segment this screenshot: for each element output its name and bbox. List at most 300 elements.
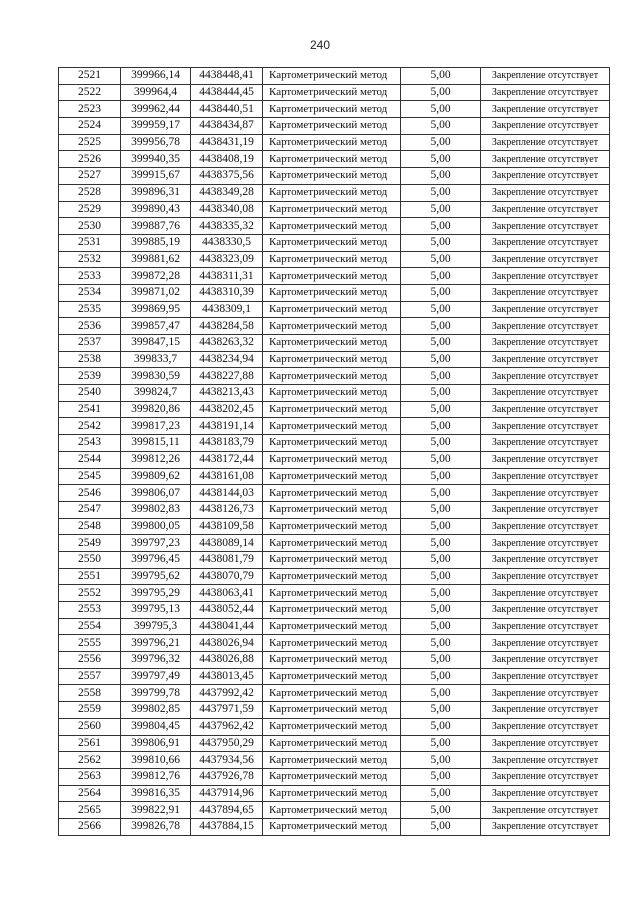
error-cell: 5,00: [401, 818, 481, 835]
table-row: [59, 802, 610, 819]
point-number-cell: 2538: [59, 351, 121, 368]
fixation-note-cell: Закрепление отсутствует: [481, 335, 610, 352]
fixation-note-cell: Закрепление отсутствует: [481, 635, 610, 652]
x-coordinate-cell: 399797,49: [121, 668, 191, 685]
method-cell: Картометрический метод: [263, 151, 401, 168]
point-number-cell: 2532: [59, 251, 121, 268]
fixation-note-cell: Закрепление отсутствует: [481, 602, 610, 619]
method-cell: Картометрический метод: [263, 818, 401, 835]
point-number-cell: 2550: [59, 551, 121, 568]
y-coordinate-cell: 4438026,94: [191, 635, 263, 652]
table-row: [59, 718, 610, 735]
method-cell: Картометрический метод: [263, 318, 401, 335]
table-row: [59, 485, 610, 502]
x-coordinate-cell: 399795,62: [121, 568, 191, 585]
point-number-cell: 2566: [59, 818, 121, 835]
table-row: [59, 618, 610, 635]
y-coordinate-cell: 4438311,31: [191, 268, 263, 285]
y-coordinate-cell: 4438191,14: [191, 418, 263, 435]
coordinates-table: [58, 67, 610, 836]
table-row: [59, 418, 610, 435]
point-number-cell: 2542: [59, 418, 121, 435]
error-cell: 5,00: [401, 301, 481, 318]
table-row: [59, 318, 610, 335]
error-cell: 5,00: [401, 234, 481, 251]
fixation-note-cell: Закрепление отсутствует: [481, 435, 610, 452]
x-coordinate-cell: 399796,21: [121, 635, 191, 652]
point-number-cell: 2551: [59, 568, 121, 585]
x-coordinate-cell: 399871,02: [121, 284, 191, 301]
fixation-note-cell: Закрепление отсутствует: [481, 118, 610, 135]
point-number-cell: 2556: [59, 652, 121, 669]
point-number-cell: 2522: [59, 84, 121, 101]
error-cell: 5,00: [401, 318, 481, 335]
y-coordinate-cell: 4438335,32: [191, 218, 263, 235]
method-cell: Картометрический метод: [263, 168, 401, 185]
point-number-cell: 2523: [59, 101, 121, 118]
fixation-note-cell: Закрепление отсутствует: [481, 585, 610, 602]
fixation-note-cell: Закрепление отсутствует: [481, 368, 610, 385]
fixation-note-cell: Закрепление отсутствует: [481, 168, 610, 185]
point-number-cell: 2530: [59, 218, 121, 235]
y-coordinate-cell: 4437962,42: [191, 718, 263, 735]
y-coordinate-cell: 4438052,44: [191, 602, 263, 619]
fixation-note-cell: Закрепление отсутствует: [481, 418, 610, 435]
y-coordinate-cell: 4438434,87: [191, 118, 263, 135]
fixation-note-cell: Закрепление отсутствует: [481, 768, 610, 785]
x-coordinate-cell: 399812,76: [121, 768, 191, 785]
fixation-note-cell: Закрепление отсутствует: [481, 668, 610, 685]
error-cell: 5,00: [401, 84, 481, 101]
point-number-cell: 2533: [59, 268, 121, 285]
x-coordinate-cell: 399795,29: [121, 585, 191, 602]
x-coordinate-cell: 399802,83: [121, 501, 191, 518]
fixation-note-cell: Закрепление отсутствует: [481, 401, 610, 418]
point-number-cell: 2557: [59, 668, 121, 685]
y-coordinate-cell: 4438375,56: [191, 168, 263, 185]
method-cell: Картометрический метод: [263, 785, 401, 802]
point-number-cell: 2555: [59, 635, 121, 652]
method-cell: Картометрический метод: [263, 768, 401, 785]
x-coordinate-cell: 399857,47: [121, 318, 191, 335]
point-number-cell: 2554: [59, 618, 121, 635]
table-row: [59, 101, 610, 118]
x-coordinate-cell: 399887,76: [121, 218, 191, 235]
point-number-cell: 2560: [59, 718, 121, 735]
method-cell: Картометрический метод: [263, 268, 401, 285]
method-cell: Картометрический метод: [263, 551, 401, 568]
method-cell: Картометрический метод: [263, 468, 401, 485]
y-coordinate-cell: 4437914,96: [191, 785, 263, 802]
x-coordinate-cell: 399869,95: [121, 301, 191, 318]
x-coordinate-cell: 399815,11: [121, 435, 191, 452]
fixation-note-cell: Закрепление отсутствует: [481, 84, 610, 101]
table-row: [59, 284, 610, 301]
point-number-cell: 2548: [59, 518, 121, 535]
fixation-note-cell: Закрепление отсутствует: [481, 234, 610, 251]
error-cell: 5,00: [401, 618, 481, 635]
error-cell: 5,00: [401, 518, 481, 535]
y-coordinate-cell: 4438161,08: [191, 468, 263, 485]
point-number-cell: 2559: [59, 702, 121, 719]
fixation-note-cell: Закрепление отсутствует: [481, 351, 610, 368]
point-number-cell: 2553: [59, 602, 121, 619]
method-cell: Картометрический метод: [263, 184, 401, 201]
y-coordinate-cell: 4438089,14: [191, 535, 263, 552]
x-coordinate-cell: 399804,45: [121, 718, 191, 735]
fixation-note-cell: Закрепление отсутствует: [481, 735, 610, 752]
method-cell: Картометрический метод: [263, 118, 401, 135]
fixation-note-cell: Закрепление отсутствует: [481, 702, 610, 719]
table-row: [59, 535, 610, 552]
table-row: [59, 735, 610, 752]
fixation-note-cell: Закрепление отсутствует: [481, 718, 610, 735]
table-row: [59, 668, 610, 685]
fixation-note-cell: Закрепление отсутствует: [481, 385, 610, 402]
point-number-cell: 2534: [59, 284, 121, 301]
x-coordinate-cell: 399806,07: [121, 485, 191, 502]
fixation-note-cell: Закрепление отсутствует: [481, 251, 610, 268]
error-cell: 5,00: [401, 385, 481, 402]
error-cell: 5,00: [401, 368, 481, 385]
x-coordinate-cell: 399806,91: [121, 735, 191, 752]
y-coordinate-cell: 4438081,79: [191, 551, 263, 568]
method-cell: Картометрический метод: [263, 101, 401, 118]
error-cell: 5,00: [401, 418, 481, 435]
table-row: [59, 335, 610, 352]
error-cell: 5,00: [401, 268, 481, 285]
y-coordinate-cell: 4437926,78: [191, 768, 263, 785]
y-coordinate-cell: 4438431,19: [191, 134, 263, 151]
method-cell: Картометрический метод: [263, 201, 401, 218]
y-coordinate-cell: 4438013,45: [191, 668, 263, 685]
x-coordinate-cell: 399890,43: [121, 201, 191, 218]
y-coordinate-cell: 4438172,44: [191, 451, 263, 468]
table-row: [59, 818, 610, 835]
fixation-note-cell: Закрепление отсутствует: [481, 535, 610, 552]
method-cell: Картометрический метод: [263, 84, 401, 101]
table-row: [59, 551, 610, 568]
method-cell: Картометрический метод: [263, 351, 401, 368]
method-cell: Картометрический метод: [263, 585, 401, 602]
table-row: [59, 635, 610, 652]
error-cell: 5,00: [401, 351, 481, 368]
fixation-note-cell: Закрепление отсутствует: [481, 468, 610, 485]
error-cell: 5,00: [401, 451, 481, 468]
point-number-cell: 2558: [59, 685, 121, 702]
error-cell: 5,00: [401, 335, 481, 352]
error-cell: 5,00: [401, 752, 481, 769]
method-cell: Картометрический метод: [263, 134, 401, 151]
x-coordinate-cell: 399964,4: [121, 84, 191, 101]
x-coordinate-cell: 399896,31: [121, 184, 191, 201]
y-coordinate-cell: 4438349,28: [191, 184, 263, 201]
y-coordinate-cell: 4438041,44: [191, 618, 263, 635]
y-coordinate-cell: 4437894,65: [191, 802, 263, 819]
table-row: [59, 568, 610, 585]
error-cell: 5,00: [401, 501, 481, 518]
method-cell: Картометрический метод: [263, 485, 401, 502]
point-number-cell: 2527: [59, 168, 121, 185]
y-coordinate-cell: 4438310,39: [191, 284, 263, 301]
method-cell: Картометрический метод: [263, 702, 401, 719]
fixation-note-cell: Закрепление отсутствует: [481, 685, 610, 702]
y-coordinate-cell: 4438284,58: [191, 318, 263, 335]
table-row: [59, 768, 610, 785]
error-cell: 5,00: [401, 151, 481, 168]
point-number-cell: 2543: [59, 435, 121, 452]
y-coordinate-cell: 4438340,08: [191, 201, 263, 218]
fixation-note-cell: Закрепление отсутствует: [481, 785, 610, 802]
table-row: [59, 401, 610, 418]
table-row: [59, 702, 610, 719]
x-coordinate-cell: 399826,78: [121, 818, 191, 835]
error-cell: 5,00: [401, 485, 481, 502]
method-cell: Картометрический метод: [263, 68, 401, 85]
error-cell: 5,00: [401, 785, 481, 802]
point-number-cell: 2565: [59, 802, 121, 819]
x-coordinate-cell: 399796,45: [121, 551, 191, 568]
x-coordinate-cell: 399822,91: [121, 802, 191, 819]
error-cell: 5,00: [401, 735, 481, 752]
table-row: [59, 752, 610, 769]
y-coordinate-cell: 4438026,88: [191, 652, 263, 669]
x-coordinate-cell: 399915,67: [121, 168, 191, 185]
x-coordinate-cell: 399809,62: [121, 468, 191, 485]
fixation-note-cell: Закрепление отсутствует: [481, 284, 610, 301]
y-coordinate-cell: 4438202,45: [191, 401, 263, 418]
method-cell: Картометрический метод: [263, 618, 401, 635]
point-number-cell: 2564: [59, 785, 121, 802]
table-row: [59, 685, 610, 702]
x-coordinate-cell: 399800,05: [121, 518, 191, 535]
error-cell: 5,00: [401, 201, 481, 218]
point-number-cell: 2536: [59, 318, 121, 335]
point-number-cell: 2544: [59, 451, 121, 468]
point-number-cell: 2545: [59, 468, 121, 485]
point-number-cell: 2541: [59, 401, 121, 418]
x-coordinate-cell: 399833,7: [121, 351, 191, 368]
point-number-cell: 2531: [59, 234, 121, 251]
error-cell: 5,00: [401, 602, 481, 619]
error-cell: 5,00: [401, 652, 481, 669]
x-coordinate-cell: 399962,44: [121, 101, 191, 118]
fixation-note-cell: Закрепление отсутствует: [481, 618, 610, 635]
table-row: [59, 602, 610, 619]
fixation-note-cell: Закрепление отсутствует: [481, 184, 610, 201]
method-cell: Картометрический метод: [263, 284, 401, 301]
fixation-note-cell: Закрепление отсутствует: [481, 501, 610, 518]
x-coordinate-cell: 399810,66: [121, 752, 191, 769]
table-row: [59, 652, 610, 669]
fixation-note-cell: Закрепление отсутствует: [481, 568, 610, 585]
table-row: [59, 451, 610, 468]
error-cell: 5,00: [401, 284, 481, 301]
table-row: [59, 268, 610, 285]
table-row: [59, 351, 610, 368]
method-cell: Картометрический метод: [263, 685, 401, 702]
point-number-cell: 2561: [59, 735, 121, 752]
x-coordinate-cell: 399820,86: [121, 401, 191, 418]
error-cell: 5,00: [401, 702, 481, 719]
error-cell: 5,00: [401, 802, 481, 819]
method-cell: Картометрический метод: [263, 602, 401, 619]
y-coordinate-cell: 4438213,43: [191, 385, 263, 402]
table-row: [59, 301, 610, 318]
y-coordinate-cell: 4438263,32: [191, 335, 263, 352]
y-coordinate-cell: 4438408,19: [191, 151, 263, 168]
y-coordinate-cell: 4437884,15: [191, 818, 263, 835]
error-cell: 5,00: [401, 118, 481, 135]
x-coordinate-cell: 399885,19: [121, 234, 191, 251]
table-row: [59, 68, 610, 85]
x-coordinate-cell: 399940,35: [121, 151, 191, 168]
fixation-note-cell: Закрепление отсутствует: [481, 151, 610, 168]
y-coordinate-cell: 4438070,79: [191, 568, 263, 585]
y-coordinate-cell: 4438183,79: [191, 435, 263, 452]
y-coordinate-cell: 4438330,5: [191, 234, 263, 251]
point-number-cell: 2552: [59, 585, 121, 602]
error-cell: 5,00: [401, 685, 481, 702]
error-cell: 5,00: [401, 535, 481, 552]
table-row: [59, 201, 610, 218]
fixation-note-cell: Закрепление отсутствует: [481, 268, 610, 285]
page-number: 240: [309, 38, 331, 52]
point-number-cell: 2563: [59, 768, 121, 785]
error-cell: 5,00: [401, 68, 481, 85]
x-coordinate-cell: 399796,32: [121, 652, 191, 669]
error-cell: 5,00: [401, 768, 481, 785]
table-row: [59, 84, 610, 101]
error-cell: 5,00: [401, 218, 481, 235]
fixation-note-cell: Закрепление отсутствует: [481, 68, 610, 85]
x-coordinate-cell: 399795,13: [121, 602, 191, 619]
table-row: [59, 118, 610, 135]
point-number-cell: 2526: [59, 151, 121, 168]
fixation-note-cell: Закрепление отсутствует: [481, 485, 610, 502]
y-coordinate-cell: 4438144,03: [191, 485, 263, 502]
method-cell: Картометрический метод: [263, 435, 401, 452]
point-number-cell: 2529: [59, 201, 121, 218]
table-row: [59, 151, 610, 168]
table-row: [59, 468, 610, 485]
x-coordinate-cell: 399824,7: [121, 385, 191, 402]
method-cell: Картометрический метод: [263, 635, 401, 652]
method-cell: Картометрический метод: [263, 301, 401, 318]
error-cell: 5,00: [401, 401, 481, 418]
error-cell: 5,00: [401, 635, 481, 652]
y-coordinate-cell: 4438448,41: [191, 68, 263, 85]
error-cell: 5,00: [401, 134, 481, 151]
point-number-cell: 2540: [59, 385, 121, 402]
y-coordinate-cell: 4438109,58: [191, 518, 263, 535]
x-coordinate-cell: 399817,23: [121, 418, 191, 435]
fixation-note-cell: Закрепление отсутствует: [481, 101, 610, 118]
x-coordinate-cell: 399802,85: [121, 702, 191, 719]
error-cell: 5,00: [401, 468, 481, 485]
error-cell: 5,00: [401, 184, 481, 201]
table-row: [59, 785, 610, 802]
point-number-cell: 2521: [59, 68, 121, 85]
point-number-cell: 2562: [59, 752, 121, 769]
error-cell: 5,00: [401, 668, 481, 685]
table-row: [59, 368, 610, 385]
x-coordinate-cell: 399797,23: [121, 535, 191, 552]
x-coordinate-cell: 399959,17: [121, 118, 191, 135]
error-cell: 5,00: [401, 585, 481, 602]
x-coordinate-cell: 399872,28: [121, 268, 191, 285]
x-coordinate-cell: 399816,35: [121, 785, 191, 802]
point-number-cell: 2539: [59, 368, 121, 385]
fixation-note-cell: Закрепление отсутствует: [481, 301, 610, 318]
fixation-note-cell: Закрепление отсутствует: [481, 451, 610, 468]
table-row: [59, 218, 610, 235]
method-cell: Картометрический метод: [263, 401, 401, 418]
point-number-cell: 2535: [59, 301, 121, 318]
y-coordinate-cell: 4438063,41: [191, 585, 263, 602]
error-cell: 5,00: [401, 168, 481, 185]
point-number-cell: 2524: [59, 118, 121, 135]
y-coordinate-cell: 4438323,09: [191, 251, 263, 268]
table-row: [59, 435, 610, 452]
y-coordinate-cell: 4438126,73: [191, 501, 263, 518]
error-cell: 5,00: [401, 101, 481, 118]
method-cell: Картометрический метод: [263, 234, 401, 251]
y-coordinate-cell: 4438234,94: [191, 351, 263, 368]
method-cell: Картометрический метод: [263, 501, 401, 518]
error-cell: 5,00: [401, 718, 481, 735]
y-coordinate-cell: 4437934,56: [191, 752, 263, 769]
method-cell: Картометрический метод: [263, 451, 401, 468]
y-coordinate-cell: 4437992,42: [191, 685, 263, 702]
y-coordinate-cell: 4438440,51: [191, 101, 263, 118]
table-row: [59, 168, 610, 185]
table-row: [59, 585, 610, 602]
error-cell: 5,00: [401, 568, 481, 585]
method-cell: Картометрический метод: [263, 535, 401, 552]
coordinates-table-body: [59, 68, 610, 836]
fixation-note-cell: Закрепление отсутствует: [481, 318, 610, 335]
method-cell: Картометрический метод: [263, 668, 401, 685]
fixation-note-cell: Закрепление отсутствует: [481, 201, 610, 218]
y-coordinate-cell: 4438309,1: [191, 301, 263, 318]
fixation-note-cell: Закрепление отсутствует: [481, 518, 610, 535]
fixation-note-cell: Закрепление отсутствует: [481, 551, 610, 568]
point-number-cell: 2537: [59, 335, 121, 352]
point-number-cell: 2528: [59, 184, 121, 201]
x-coordinate-cell: 399847,15: [121, 335, 191, 352]
x-coordinate-cell: 399956,78: [121, 134, 191, 151]
fixation-note-cell: Закрепление отсутствует: [481, 802, 610, 819]
fixation-note-cell: Закрепление отсутствует: [481, 218, 610, 235]
method-cell: Картометрический метод: [263, 518, 401, 535]
x-coordinate-cell: 399830,59: [121, 368, 191, 385]
table-row: [59, 518, 610, 535]
fixation-note-cell: Закрепление отсутствует: [481, 652, 610, 669]
table-row: [59, 385, 610, 402]
method-cell: Картометрический метод: [263, 368, 401, 385]
point-number-cell: 2525: [59, 134, 121, 151]
table-row: [59, 251, 610, 268]
point-number-cell: 2547: [59, 501, 121, 518]
fixation-note-cell: Закрепление отсутствует: [481, 752, 610, 769]
method-cell: Картометрический метод: [263, 652, 401, 669]
method-cell: Картометрический метод: [263, 385, 401, 402]
x-coordinate-cell: 399799,78: [121, 685, 191, 702]
method-cell: Картометрический метод: [263, 335, 401, 352]
method-cell: Картометрический метод: [263, 802, 401, 819]
method-cell: Картометрический метод: [263, 752, 401, 769]
